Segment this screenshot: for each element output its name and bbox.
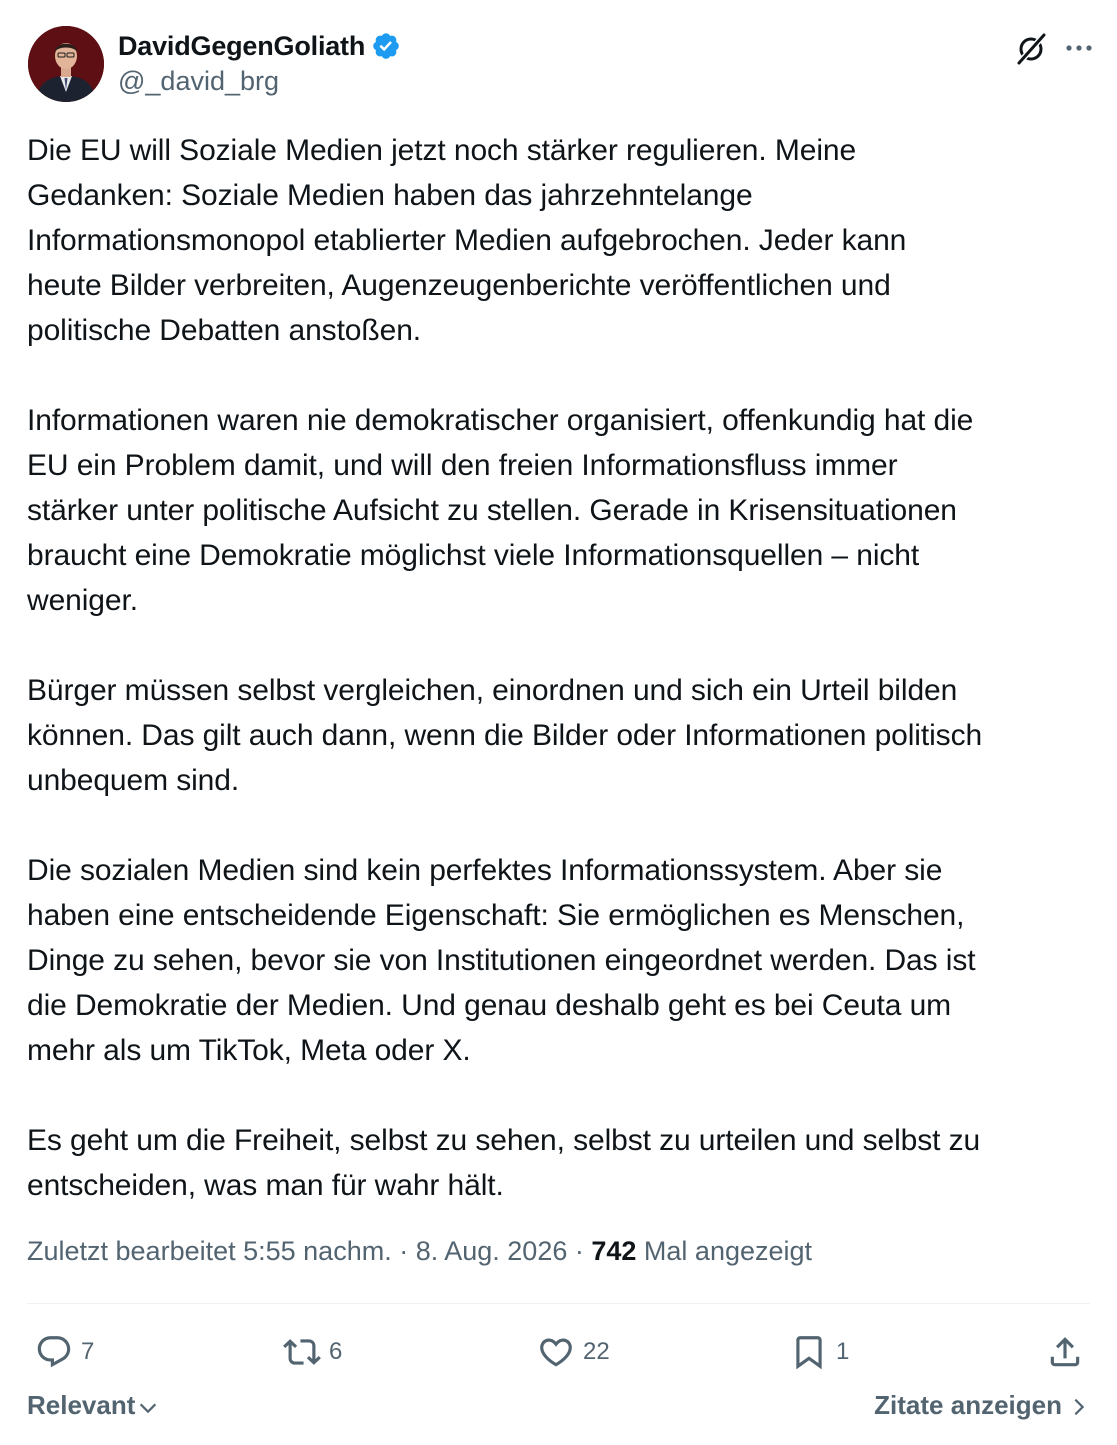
tweet-meta bbox=[27, 1236, 812, 1267]
sort-label: Relevant bbox=[27, 1390, 136, 1420]
grok-icon[interactable] bbox=[1013, 30, 1049, 66]
reply-count: 7 bbox=[81, 1338, 95, 1365]
like-button[interactable] bbox=[537, 1326, 610, 1378]
bookmark-button[interactable] bbox=[790, 1326, 849, 1378]
avatar-image bbox=[28, 26, 104, 102]
post-date[interactable]: 8. Aug. 2026 bbox=[415, 1236, 568, 1266]
sort-relevant-dropdown[interactable] bbox=[27, 1390, 159, 1421]
action-bar bbox=[27, 1326, 1090, 1378]
chevron-down-icon bbox=[137, 1397, 159, 1419]
bookmark-count: 1 bbox=[836, 1338, 850, 1365]
display-name-row bbox=[118, 28, 401, 64]
views-label: Mal angezeigt bbox=[636, 1236, 813, 1266]
repost-count: 6 bbox=[329, 1338, 343, 1365]
more-horizontal-icon[interactable] bbox=[1061, 30, 1097, 66]
tweet-header bbox=[28, 26, 1097, 102]
repost-icon bbox=[283, 1333, 321, 1371]
reply-button[interactable] bbox=[35, 1326, 94, 1378]
view-quotes-link[interactable] bbox=[874, 1390, 1090, 1421]
meta-separator-2: · bbox=[567, 1236, 592, 1266]
repost-button[interactable] bbox=[283, 1326, 342, 1378]
tweet-text: Die EU will Soziale Medien jetzt noch stärker regulieren. Meine Gedanken: Soziale Medien haben das jahrzehntelange Informationsmonopol etablierter Medien aufgebrochen. Jeder kann heute Bilder verbreiten, Augenzeugenberichte veröffentlichen und politische Debatten anstoßen. Informationen waren nie demokratischer organisiert, offenkundig hat die EU ein Problem damit, und will den freien Informationsfluss immer stärker unter politische Aufsicht zu stellen. Gerade in Krisensituationen braucht eine Demokratie möglichst viele Informationsquellen – nicht weniger. Bürger müssen selbst vergleichen, einordnen und sich ein Urteil bilden können. Das gilt auch dann, wenn die Bilder oder Informationen politisch unbequem sind. Die sozialen Medien sind kein perfektes Informationssystem. Aber sie haben eine entscheidende Eigenschaft: Sie ermöglichen es Menschen, Dinge zu sehen, bevor sie von Institutionen eingeordnet werden. Das ist die Demokratie der Medien. Und genau deshalb geht es bei Ceuta um mehr als um TikTok, Meta oder X. Es geht um die Freiheit, selbst zu sehen, selbst zu urteilen und selbst zu entscheiden, was man für wahr hält. bbox=[27, 134, 983, 1202]
like-count: 22 bbox=[583, 1338, 610, 1365]
share-icon bbox=[1046, 1333, 1084, 1371]
heart-icon bbox=[537, 1333, 575, 1371]
user-handle[interactable]: @_david_brg bbox=[118, 66, 280, 96]
views-count: 742 bbox=[591, 1236, 637, 1266]
avatar[interactable] bbox=[28, 26, 104, 102]
bookmark-icon bbox=[790, 1333, 828, 1371]
share-button[interactable] bbox=[1046, 1326, 1084, 1378]
header-actions bbox=[1013, 30, 1097, 66]
meta-separator: · bbox=[391, 1236, 416, 1266]
divider bbox=[27, 1303, 1090, 1304]
edited-timestamp[interactable]: Zuletzt bearbeitet 5:55 nachm. bbox=[27, 1236, 392, 1266]
quotes-label: Zitate anzeigen bbox=[874, 1390, 1062, 1420]
user-info bbox=[118, 28, 401, 97]
tweet-footer bbox=[27, 1390, 1090, 1430]
reply-icon bbox=[35, 1333, 73, 1371]
display-name[interactable]: DavidGegenGoliath bbox=[118, 30, 366, 61]
verified-badge-icon[interactable] bbox=[371, 31, 401, 61]
chevron-right-icon bbox=[1068, 1396, 1090, 1418]
